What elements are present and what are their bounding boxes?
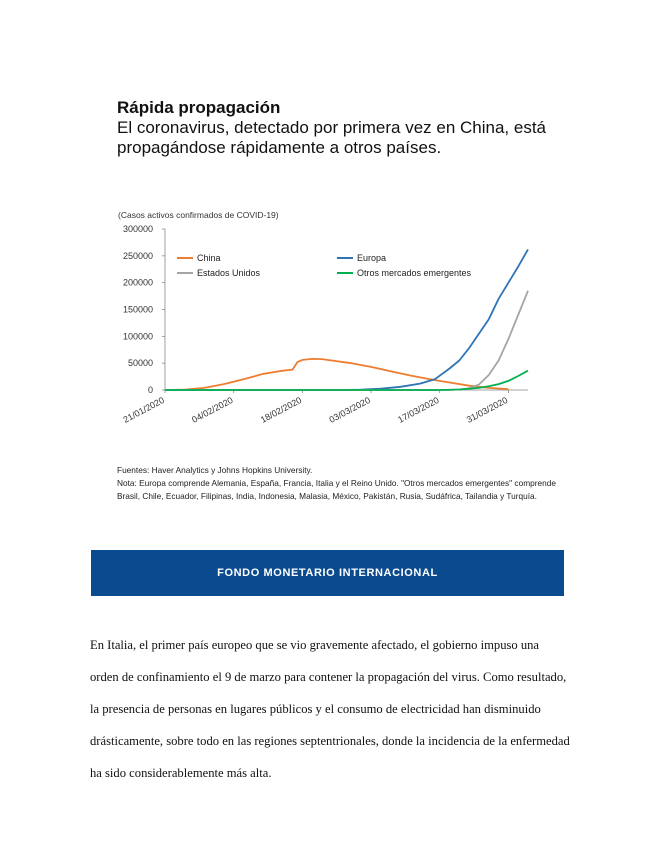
article-paragraph: En Italia, el primer país europeo que se vio gravemente afectado, el gobierno impuso una orden de confinamiento el 9 de marzo para contener la propagación del virus. Como resultado, la presencia de personas en lugares públicos y el consumo de electricidad han disminuido drásticamente, sobre todo en las regiones septentrionales, donde la incidencia de la enfermedad ha sido considerablemente más alta. <box>90 638 570 780</box>
x-tick-label: 17/03/2020 <box>396 394 441 425</box>
x-tick-label: 18/02/2020 <box>258 394 304 425</box>
chart-subtitle: El coronavirus, detectado por primera vez en China, está propagándose rápidamente a otros países. <box>117 118 547 157</box>
x-tick-label: 04/02/2020 <box>190 394 235 425</box>
imf-banner[interactable] <box>91 550 564 596</box>
legend-label: Estados Unidos <box>197 268 261 278</box>
chart-sources: Fuentes: Haver Analytics y Johns Hopkins University. <box>117 465 313 475</box>
y-tick-label: 100000 <box>122 331 153 342</box>
chart-title: Rápida propagación <box>117 98 281 117</box>
chart-notes <box>117 464 557 503</box>
x-tick-label: 31/03/2020 <box>464 394 510 425</box>
legend-label: Otros mercados emergentes <box>357 268 472 278</box>
line-chart <box>100 205 540 455</box>
x-tick-label: 21/01/2020 <box>121 394 166 425</box>
y-tick-label: 50000 <box>127 358 153 369</box>
y-axis-label: (Casos activos confirmados de COVID-19) <box>118 210 279 220</box>
y-tick-label: 250000 <box>122 250 153 261</box>
legend-label: Europa <box>357 253 387 263</box>
x-tick-label: 03/03/2020 <box>327 394 372 425</box>
figure-header <box>117 98 557 158</box>
y-tick-label: 300000 <box>122 224 153 234</box>
legend-label: China <box>197 253 221 263</box>
y-tick-label: 150000 <box>122 304 153 315</box>
y-tick-label: 200000 <box>122 277 153 288</box>
y-tick-label: 0 <box>147 385 153 395</box>
article-body <box>90 629 570 789</box>
chart-note: Nota: Europa comprende Alemania, España, Francia, Italia y el Reino Unido. "Otros mercados emergentes" comprende Brasil, Chile, Ecuador, Filipinas, India, Indonesia, Malasia, México, Pakistán, Rusia, Sudáfrica, Tailandia y Turquía. <box>117 478 556 501</box>
imf-banner-label: FONDO MONETARIO INTERNACIONAL <box>217 567 438 579</box>
